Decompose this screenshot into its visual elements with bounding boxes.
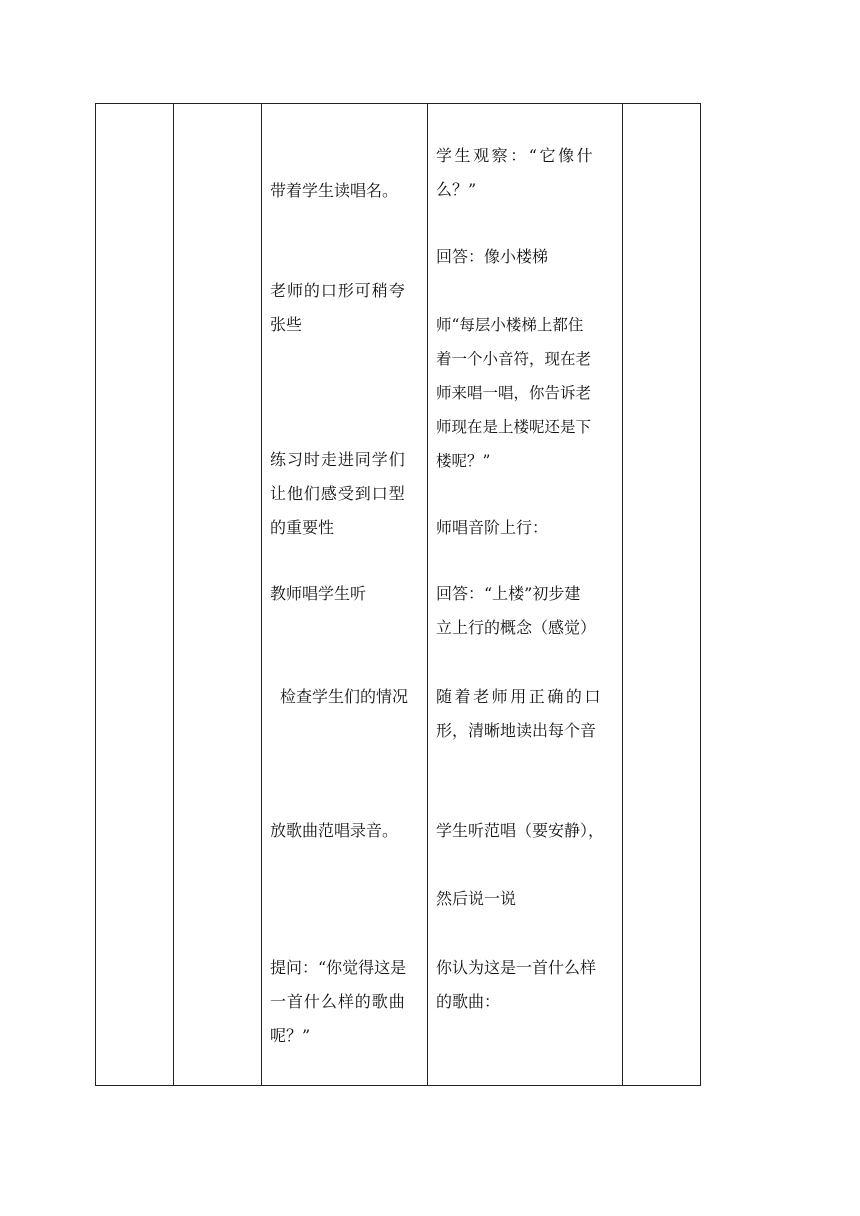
table-column-divider [173,103,174,1086]
student-note-scale-ascending [436,511,618,545]
text-line: 老师的口形可稍夸 [270,281,406,300]
text-line: 张些 [270,315,303,334]
teacher-note-mouth-shape [270,274,420,342]
text-line: 的重要性 [270,518,335,537]
teacher-note-walk-among-students [270,443,420,545]
text-line: 回答：像小楼梯 [436,247,549,266]
student-note-staircase-story [436,308,618,478]
text-line: 教师唱学生听 [270,584,367,603]
table-column-divider [622,103,623,1086]
text-line: 学生观察：“它像什 [436,146,596,165]
text-line: 立上行的概念（感觉） [436,618,597,637]
text-line: 提问：“你觉得这是 [270,958,407,977]
student-note-read-with-teacher [436,680,618,748]
student-note-what-kind-of-song [436,951,618,1019]
text-line: 回答：“上楼”初步建 [436,584,581,603]
text-line: 形，清晰地读出每个音 [436,721,597,740]
text-line: 练习时走进同学们 [270,450,406,469]
text-line: 让他们感受到口型 [270,484,406,503]
text-line: 呢？” [270,1026,311,1045]
student-note-observe [436,139,618,207]
text-line: 师“每层小楼梯上都住 [436,316,584,334]
text-line: 的歌曲： [436,992,501,1011]
teacher-note-ask-question [270,951,420,1053]
teacher-note-teacher-sings [270,577,420,611]
student-note-answer-staircase [436,240,618,274]
text-line: 一首什么样的歌曲 [270,992,406,1011]
text-line: 然后说一说 [436,889,517,908]
teacher-note-play-recording [270,814,420,848]
text-line: 带着学生读唱名。 [270,181,399,200]
text-line: 放歌曲范唱录音。 [270,821,399,840]
table-column-divider [427,103,428,1086]
text-line: 着一个小音符，现在老 [436,350,592,368]
text-line: 随着老师用正确的口 [436,687,604,706]
teacher-note-check-students [270,680,430,714]
table-column-divider [261,103,262,1086]
text-line: 检查学生们的情况 [280,687,409,706]
student-note-listen-quietly [436,814,618,848]
text-line: 师唱音阶上行： [436,518,549,537]
text-line: 师来唱一唱，你告诉老 [436,384,592,402]
teacher-note-read-solfege [270,174,420,208]
text-line: 师现在是上楼呢还是下 [436,418,592,436]
student-note-then-discuss [436,882,618,916]
student-note-answer-upstairs [436,577,618,645]
text-line: 么？” [436,180,477,199]
text-line: 楼呢？” [436,452,491,470]
text-line: 你认为这是一首什么样 [436,958,597,977]
text-line: 学生听范唱（要安静）， [436,821,605,840]
